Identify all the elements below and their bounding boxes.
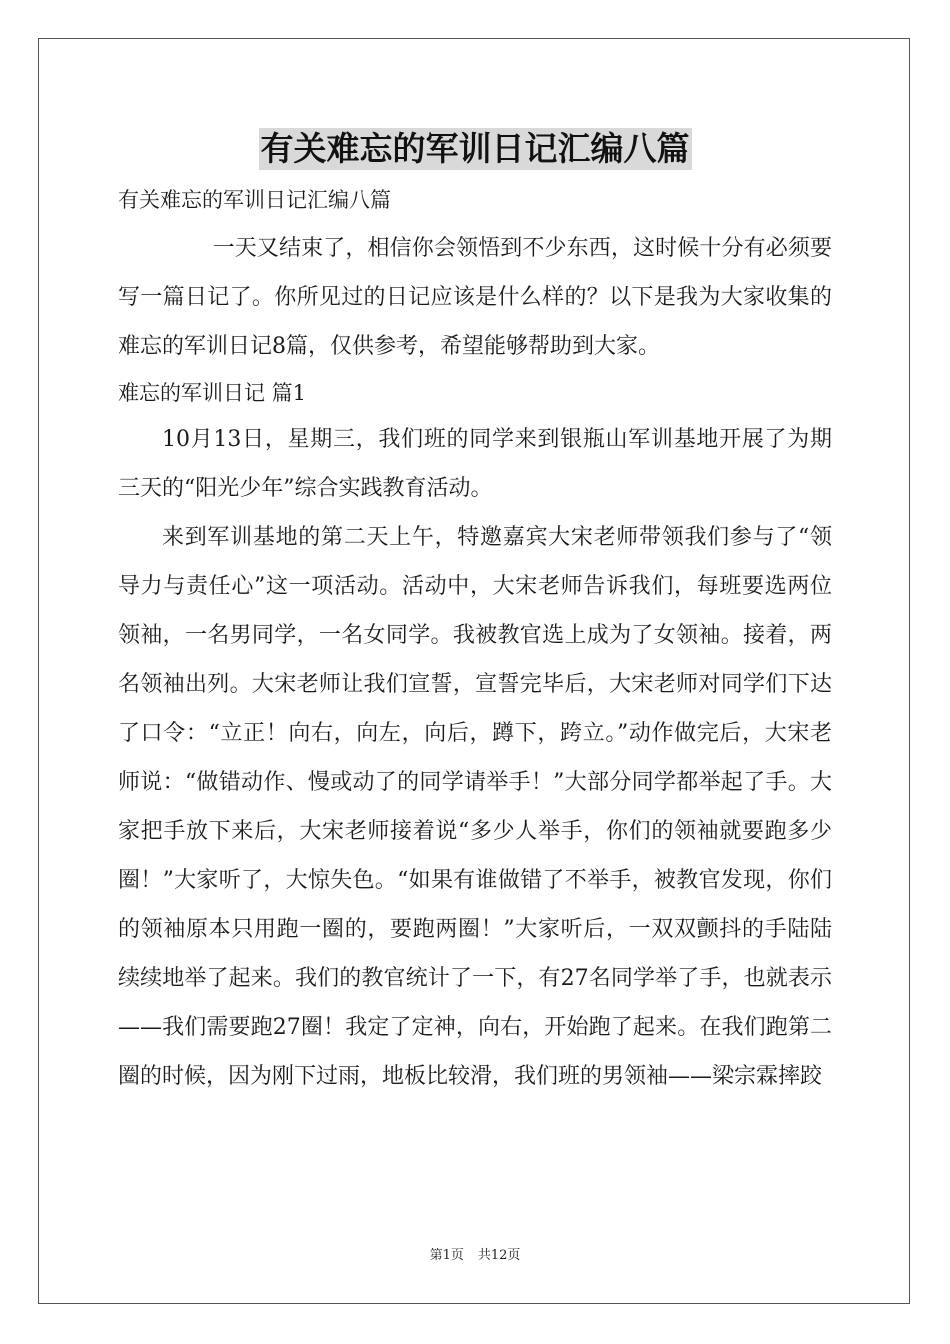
body-paragraph: 来到军训基地的第二天上午，特邀嘉宾大宋老师带领我们参与了“领导力与责任心”这一项活动。活动中，大宋老师告诉我们，每班要选两位领袖，一名男同学，一名女同学。我被教官选上成为了女领袖。接着，两名领袖出列。大宋老师让我们宣誓，宣誓完毕后，大宋老师对同学们下达了口令：“立正！向右，向左，向后，蹲下，跨立。”动作做完后，大宋老师说：“做错动作、慢或动了的同学请举手！”大部分同学都举起了手。大家把手放下来后，大宋老师接着说“多少人举手，你们的领袖就要跑多少圈！”大家听了，大惊失色。“如果有谁做错了不举手，被教官发现，你们的领袖原本只用跑一圈的，要跑两圈！”大家听后，一双双颤抖的手陆陆续续地举了起来。我们的教官统计了一下，有27名同学举了手，也就表示——我们需要跑27圈！我定了定神，向右，开始跑了起来。在我们跑第二圈的时候，因为刚下过雨，地板比较滑，我们班的男领袖——梁宗霖摔跤 — [118, 525, 832, 1089]
body-paragraph: 10月13日，星期三，我们班的同学来到银瓶山军训基地开展了为期三天的“阳光少年”综合实践教育活动。 — [118, 427, 832, 501]
document-title-wrap — [0, 128, 950, 170]
section-heading: 难忘的军训日记 篇1 — [118, 381, 307, 405]
document-title: 有关难忘的军训日记汇编八篇 — [260, 129, 690, 168]
intro-paragraph: 一天又结束了，相信你会领悟到不少东西，这时候十分有必须要写一篇日记了。你所见过的日记应该是什么样的？以下是我为大家收集的难忘的军训日记8篇，仅供参考，希望能够帮助到大家。 — [118, 236, 832, 359]
page-total: 共12页 — [477, 1248, 521, 1263]
page-number: 第1页 — [429, 1248, 464, 1263]
page-footer — [0, 1244, 950, 1263]
document-body — [118, 178, 832, 1101]
document-subtitle: 有关难忘的军训日记汇编八篇 — [118, 188, 391, 212]
